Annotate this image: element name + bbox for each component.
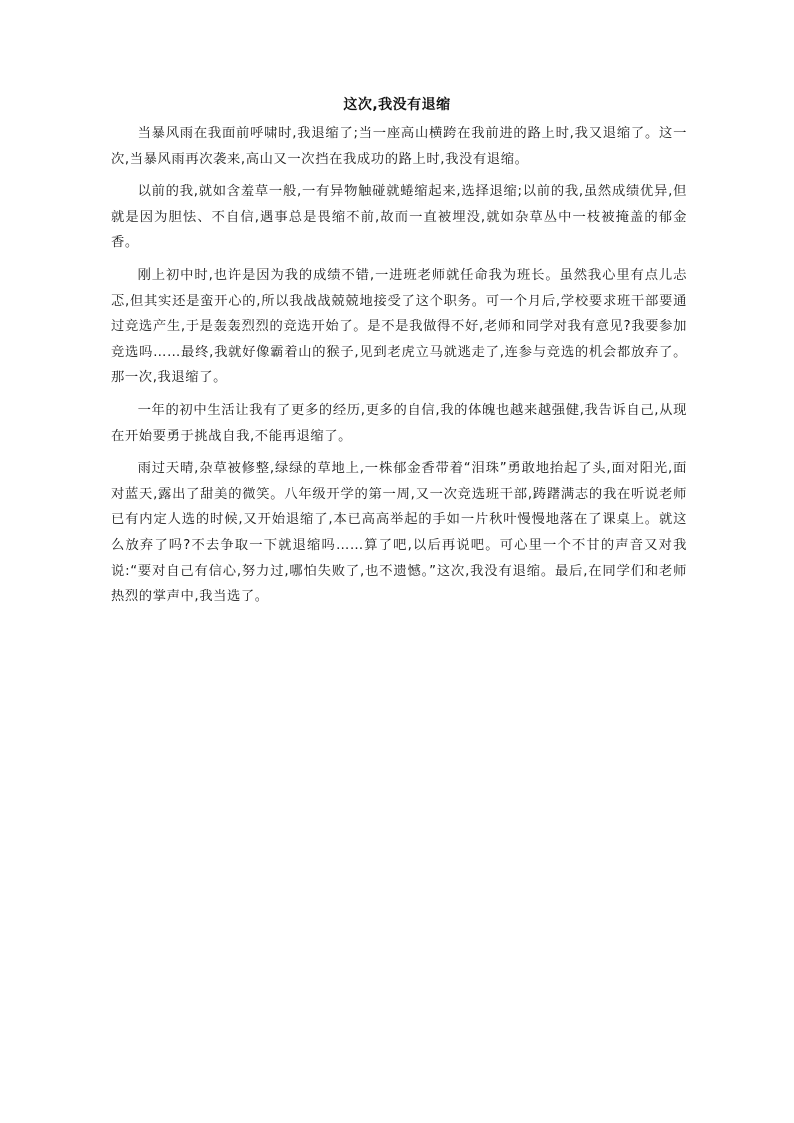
essay-title: 这次,我没有退缩: [343, 97, 451, 113]
paragraph-3: 刚上初中时,也许是因为我的成绩不错,一进班老师就任命我为班长。虽然我心里有点儿忐忑,但其实还是蛮开心的,所以我战战兢兢地接受了这个职务。可一个月后,学校要求班干部要通过竞选产生,于是轰轰烈烈的竞选开始了。是不是我做得不好,老师和同学对我有意见?我要参加竞选吗……最终,我就好像霸着山的猴子,见到老虎立马就逃走了,连参与竞选的机会都放弃了。那一次,我退缩了。: [111, 267, 687, 386]
paragraph-2: 以前的我,就如含羞草一般,一有异物触碰就蜷缩起来,选择退缩;以前的我,虽然成绩优异,但就是因为胆怯、不自信,遇事总是畏缩不前,故而一直被埋没,就如杂草丛中一枝被掩盖的郁金香。: [111, 184, 687, 251]
paragraph-1: 当暴风雨在我面前呼啸时,我退缩了;当一座高山横跨在我前进的路上时,我又退缩了。这一次,当暴风雨再次袭来,高山又一次挡在我成功的路上时,我没有退缩。: [111, 126, 687, 167]
paragraph-5: 雨过天晴,杂草被修整,绿绿的草地上,一株郁金香带着“泪珠”勇敢地抬起了头,面对阳光,面对蓝天,露出了甜美的微笑。八年级开学的第一周,又一次竞选班干部,踌躇满志的我在听说老师已有内定人选的时候,又开始退缩了,本已高高举起的手如一片秋叶慢慢地落在了课桌上。就这么放弃了吗?不去争取一下就退缩吗……算了吧,以后再说吧。可心里一个不甘的声音又对我说:“要对自己有信心,努力过,哪怕失败了,也不遗憾。”这次,我没有退缩。最后,在同学们和老师热烈的掌声中,我当选了。: [111, 461, 687, 605]
paragraph-4: 一年的初中生活让我有了更多的经历,更多的自信,我的体魄也越来越强健,我告诉自己,从现在开始要勇于挑战自我,不能再退缩了。: [111, 402, 687, 444]
essay-body: [111, 121, 687, 617]
